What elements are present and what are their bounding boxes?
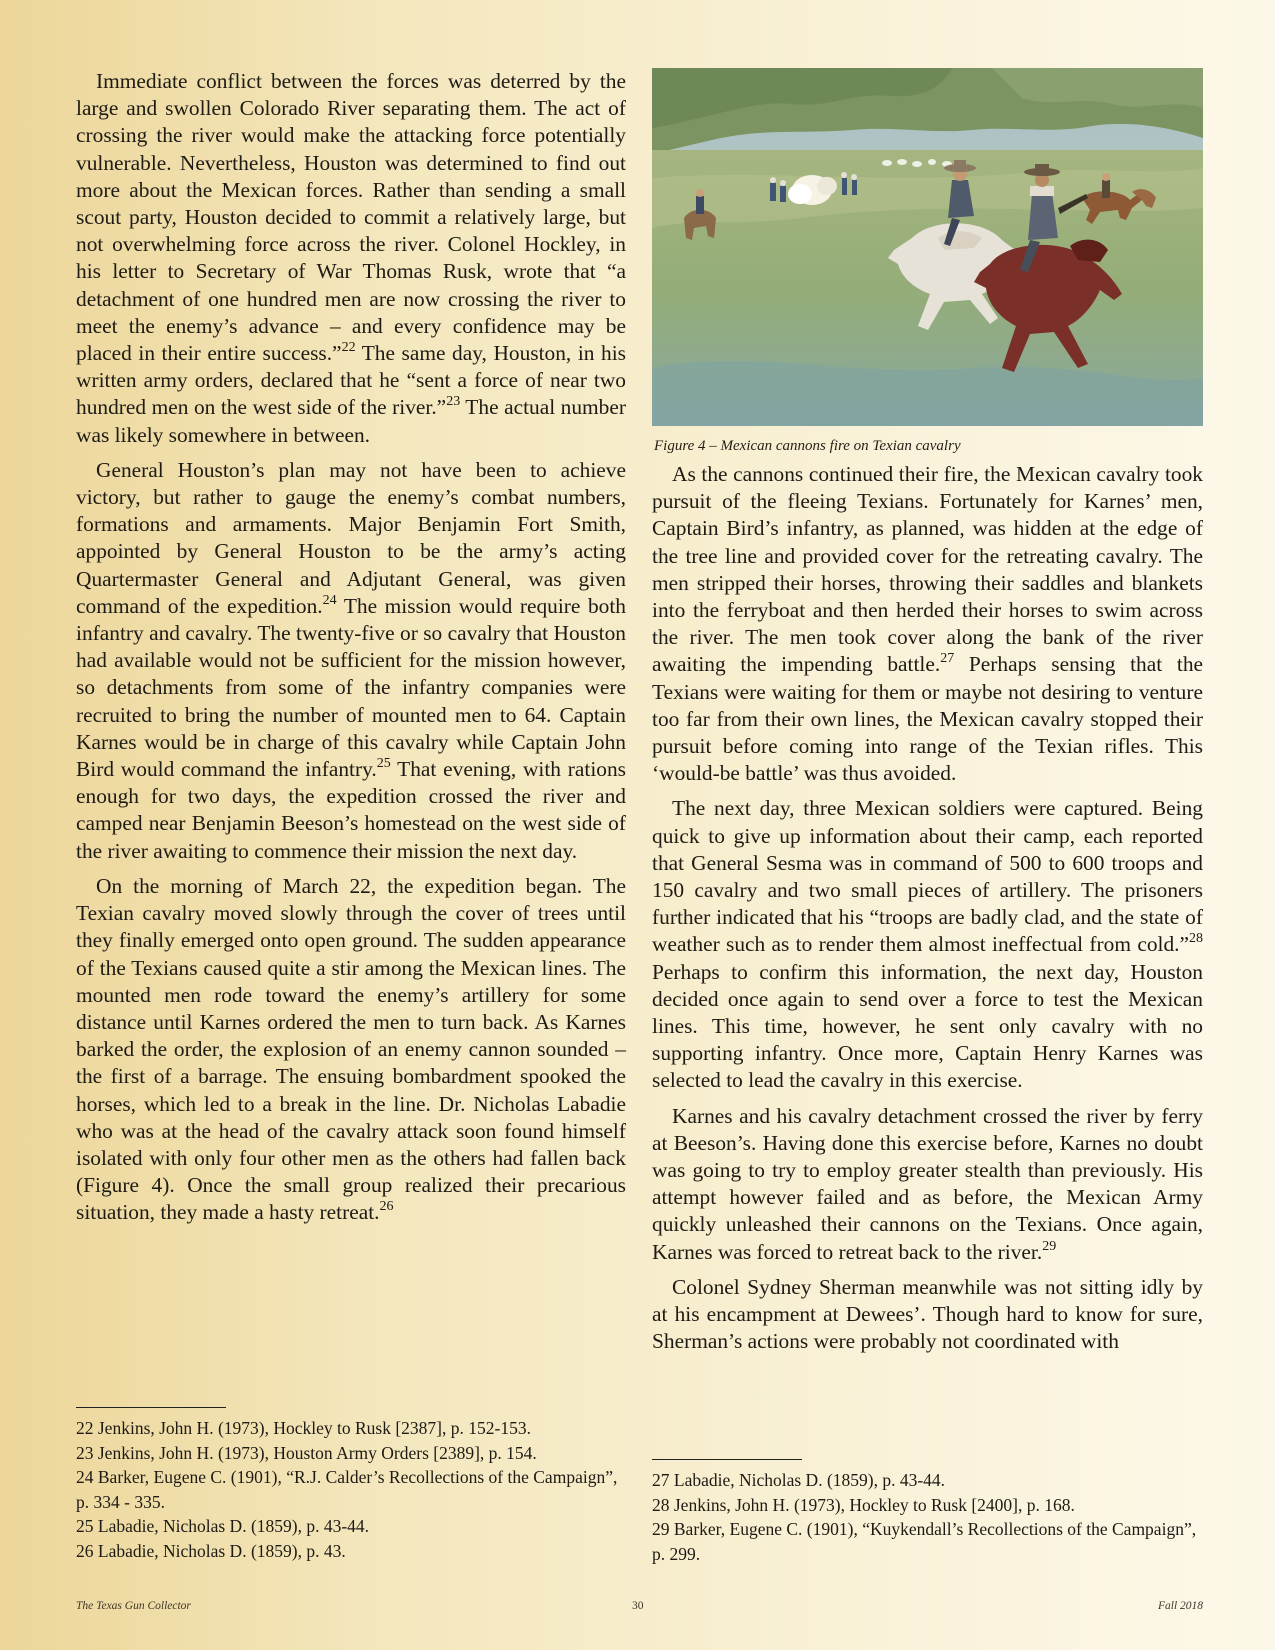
body-paragraph: General Houston’s plan may not have been to achieve victory, but rather to gauge the enemy’s combat numbers, formations and armaments. Major Benjamin Fort Smith, appointed by General Houston to be the army’s acting Quartermaster General and Adjutant General, was given command of the expedition.$^{24}$ The mission would require both infantry and cavalry. The twenty-five or so cavalry that Houston had available would not be sufficient for the mission however, so detachments from some of the infantry companies were recruited to bring the number of mounted men to 64. Captain Karnes would be in charge of this cavalry while Captain John Bird would command the infantry.$^{25}$ That evening, with rations enough for two days, the expedition crossed the river and camped near Benjamin Beeson’s homestead on the west side of the river awaiting to commence their mission the next day.: [76, 457, 626, 863]
body-paragraph: The next day, three Mexican soldiers were captured. Being quick to give up information about their camp, each reported that General Sesma was in command of 500 to 600 troops and 150 cavalry and two small pieces of artillery. The prisoners further indicated that his “troops are badly clad, and the state of weather such as to render them almost ineffectual from cold.”$^{28}$ Perhaps to confirm this information, the next day, Houston decided once again to send over a force to test the Mexican lines. This time, however, he sent only cavalry with no supporting infantry. Once more, Captain Henry Karnes was selected to lead the cavalry in this exercise.: [652, 796, 1203, 1093]
footnote-ref[interactable]: 23: [446, 394, 461, 410]
footnote: 25 Labadie, Nicholas D. (1859), p. 43-44.: [76, 1516, 370, 1537]
footnote-divider: [652, 1459, 802, 1460]
left-footnotes: [76, 1407, 631, 1564]
footnote-ref[interactable]: 29: [1042, 1238, 1057, 1254]
figure-painting: [652, 68, 1203, 426]
footnote-ref[interactable]: 22: [341, 340, 356, 356]
cavalry-painting-image: [652, 68, 1203, 426]
footnote-ref[interactable]: 28: [1189, 931, 1203, 947]
footnote-ref[interactable]: 26: [379, 1199, 394, 1215]
left-column: [76, 68, 626, 1235]
footnote: 28 Jenkins, John H. (1973), Hockley to Rusk [2400], p. 168.: [652, 1494, 1075, 1515]
body-paragraph: Karnes and his cavalry detachment crossed the river by ferry at Beeson’s. Having done this exercise before, Karnes no doubt was going to try to employ greater stealth than previously. His attempt however failed and as before, the Mexican Army quickly unleashed their cannons on the Texians. Once again, Karnes was forced to retreat back to the river.$^{29}$: [652, 1103, 1203, 1264]
right-footnotes: [652, 1459, 1212, 1566]
footnote: 26 Labadie, Nicholas D. (1859), p. 43.: [76, 1540, 346, 1561]
body-paragraph: As the cannons continued their fire, the Mexican cavalry took pursuit of the fleeing Texians. Fortunately for Karnes’ men, Captain Bird’s infantry, as planned, was hidden at the edge of the tree line and provided cover for the retreating cavalry. The men stripped their horses, throwing their saddles and blankets into the ferryboat and then herded their horses to swim across the river. The men took cover along the bank of the river awaiting the impending battle.$^{27}$ Perhaps sensing that the Texians were waiting for them or maybe not desiring to venture too far from their own lines, the Mexican cavalry stopped their pursuit before coming into range of the Texian rifles. This ‘would-be battle’ was thus avoided.: [652, 462, 1204, 786]
footnote: 24 Barker, Eugene C. (1901), “R.J. Calder’s Recollections of the Campaign”, p. 334 - 335.: [76, 1467, 618, 1512]
right-column: [652, 68, 1203, 1364]
footer-publication: The Texas Gun Collector: [76, 1600, 191, 1612]
page-number: 30: [632, 1600, 644, 1612]
footnote: 23 Jenkins, John H. (1973), Houston Army Orders [2389], p. 154.: [76, 1442, 537, 1463]
body-paragraph: On the morning of March 22, the expedition began. The Texian cavalry moved slowly through the cover of trees until they finally emerged onto open ground. The sudden appearance of the Texians caused quite a stir among the Mexican lines. The mounted men rode toward the enemy’s artillery for some distance until Karnes ordered the men to turn back. As Karnes barked the order, the explosion of an enemy cannon sounded – the first of a barrage. The ensuing bombardment spooked the horses, which led to a break in the line. Dr. Nicholas Labadie who was at the head of the cavalry attack soon found himself isolated with only four other men as the others had fallen back (Figure 4). Once the small group realized their precarious situation, they made a hasty retreat.$^{26}$: [76, 873, 626, 1225]
footnote: 22 Jenkins, John H. (1973), Hockley to Rusk [2387], p. 152-153.: [76, 1418, 531, 1438]
body-paragraph: Colonel Sydney Sherman meanwhile was not sitting idly by at his encampment at Dewees’. Though hard to know for sure, Sherman’s actions were probably not coordinated with: [652, 1274, 1203, 1354]
footnote: 29 Barker, Eugene C. (1901), “Kuykendall’s Recollections of the Campaign”, p. 299.: [652, 1519, 1197, 1564]
footer-issue: Fall 2018: [1158, 1600, 1204, 1612]
footnote-ref[interactable]: 27: [940, 651, 955, 667]
footnote-divider: [76, 1407, 226, 1408]
footnote: 27 Labadie, Nicholas D. (1859), p. 43-44.: [652, 1470, 946, 1490]
body-paragraph: Immediate conflict between the forces was deterred by the large and swollen Colorado River separating them. The act of crossing the river would make the attacking force potentially vulnerable. Nevertheless, Houston was determined to find out more about the Mexican forces. Rather than sending a small scout party, Houston decided to commit a relatively large, but not overwhelming force across the river. Colonel Hockley, in his letter to Secretary of War Thomas Rusk, wrote that “a detachment of one hundred men are now crossing the river to meet the enemy’s advance – and every confidence may be placed in their entire success.”$^{22}$ The same day, Houston, in his written army orders, declared that he “sent a force of near two hundred men on the west side of the river.”$^{23}$ The actual number was likely somewhere in between.: [76, 69, 626, 447]
figure-caption: Figure 4 – Mexican cannons fire on Texian cavalry: [654, 438, 961, 454]
footnote-ref[interactable]: 24: [322, 592, 337, 608]
footnote-ref[interactable]: 25: [376, 756, 391, 772]
